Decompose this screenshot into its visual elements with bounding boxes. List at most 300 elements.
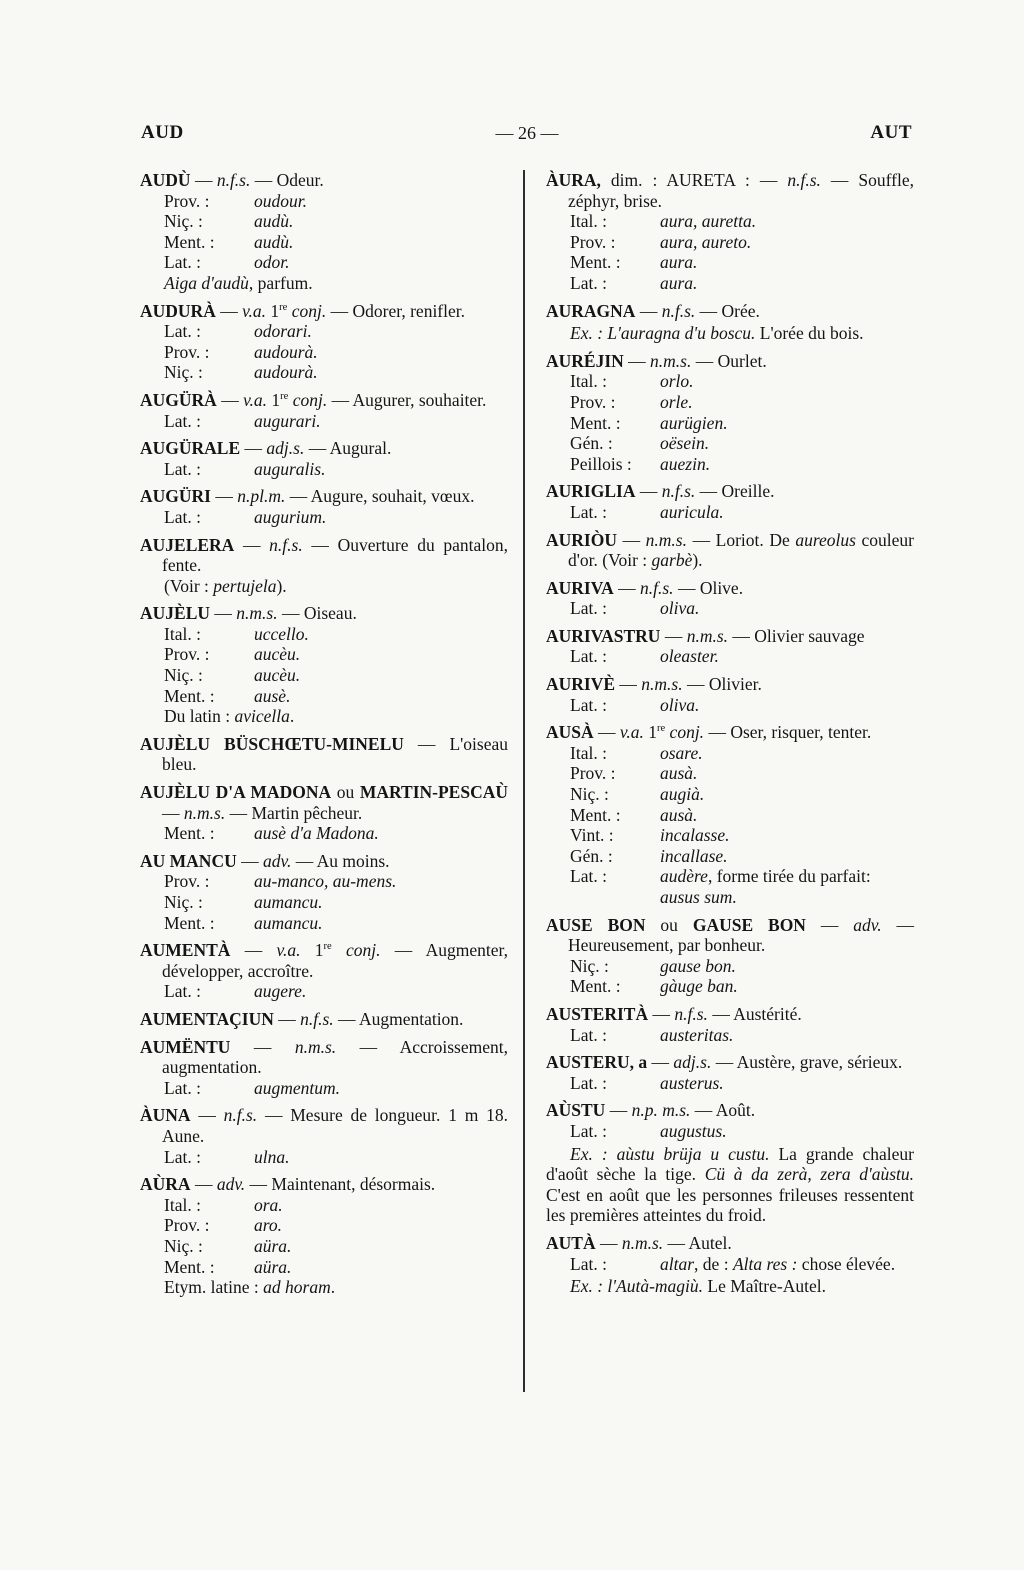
plain-text: — xyxy=(647,1052,674,1073)
dictionary-entry xyxy=(546,530,914,571)
plain-text: — xyxy=(660,625,687,646)
italic-text: altar xyxy=(660,1253,695,1274)
translation-row xyxy=(546,866,914,907)
translation-value xyxy=(254,362,508,383)
translation-value xyxy=(660,743,914,764)
dictionary-entry xyxy=(140,486,508,527)
language-label: Lat. : xyxy=(164,1077,201,1098)
language-label: Lat. : xyxy=(570,1072,607,1093)
italic-text: aura, auretta. xyxy=(660,211,757,232)
dictionary-entry xyxy=(546,1233,914,1297)
headword-text: AUSE BON xyxy=(546,914,646,935)
entry-headline xyxy=(140,170,508,191)
plain-text: L'orée du bois. xyxy=(755,323,864,344)
plain-text: — Augural. xyxy=(304,438,392,459)
plain-text: — xyxy=(273,1008,301,1029)
italic-text: ad horam xyxy=(263,1277,331,1298)
italic-text: aura. xyxy=(660,252,698,273)
language-label: Ment. : xyxy=(570,804,621,825)
translation-value xyxy=(254,342,508,363)
language-label: Prov. : xyxy=(164,644,210,665)
translation-value xyxy=(660,1073,914,1094)
italic-text: n.f.s. xyxy=(787,170,821,190)
dictionary-entry xyxy=(546,722,914,907)
translation-row xyxy=(546,502,914,523)
translation-row xyxy=(546,211,914,232)
plain-text: re xyxy=(280,391,289,403)
language-label: Niç. : xyxy=(570,955,609,976)
headword-text: AURIVÈ xyxy=(546,674,616,695)
column-left xyxy=(140,170,508,1305)
entry-headline xyxy=(140,734,508,775)
headword-text: AUDURÀ xyxy=(140,300,216,321)
language-label: Lat. : xyxy=(570,1024,607,1045)
plain-text: 1 xyxy=(300,940,324,961)
translation-value xyxy=(660,371,914,392)
entry-headline xyxy=(140,1009,508,1030)
entry-headline xyxy=(546,1233,914,1254)
translation-value xyxy=(660,805,914,826)
language-label: Prov. : xyxy=(164,341,210,362)
italic-text: orle. xyxy=(660,391,693,412)
translation-row xyxy=(546,1254,914,1275)
translation-row xyxy=(140,252,508,273)
dictionary-entry xyxy=(140,535,508,597)
italic-text: oleaster. xyxy=(660,646,719,667)
translation-row xyxy=(140,624,508,645)
dictionary-entry xyxy=(140,170,508,294)
running-head xyxy=(0,120,1024,146)
italic-text: conj. xyxy=(345,940,381,961)
language-label: Ment. : xyxy=(164,685,215,706)
plain-text: (Voir : xyxy=(164,575,214,596)
translation-row xyxy=(140,232,508,253)
italic-text: aura. xyxy=(660,272,698,293)
headword-text: AÙRA xyxy=(140,1174,191,1195)
plain-text: — xyxy=(605,1100,632,1121)
entry-headline xyxy=(546,170,914,211)
translation-value xyxy=(254,871,508,892)
dictionary-entry xyxy=(140,603,508,727)
entry-note xyxy=(140,1277,508,1298)
italic-text: adv. xyxy=(853,914,882,935)
italic-text: auricula. xyxy=(660,501,724,522)
plain-text: — xyxy=(595,1232,622,1253)
entry-headline xyxy=(546,351,914,372)
translation-value xyxy=(254,191,508,212)
plain-text: — xyxy=(234,534,270,555)
italic-text: aüra. xyxy=(254,1256,292,1277)
translation-value xyxy=(254,411,508,432)
italic-text: n.f.s. xyxy=(223,1105,258,1126)
italic-text: pertujela xyxy=(213,575,277,596)
translation-value xyxy=(660,273,914,294)
language-label: Ital. : xyxy=(570,742,607,763)
headword-text: AUMENTÀ xyxy=(140,940,231,961)
entry-note xyxy=(140,273,508,294)
translation-row xyxy=(140,686,508,707)
dictionary-entry xyxy=(546,626,914,667)
entry-headline xyxy=(140,851,508,872)
translation-row xyxy=(546,232,914,253)
headword-text: AURÉJIN xyxy=(546,350,624,371)
translation-value xyxy=(660,866,914,907)
headword-text: AUMENTAÇIUN xyxy=(140,1008,274,1029)
italic-text: odorari. xyxy=(254,321,312,342)
plain-text: Etym. latine : xyxy=(164,1277,264,1298)
plain-text: — Augmentation. xyxy=(333,1008,464,1029)
translation-row xyxy=(546,784,914,805)
translation-row xyxy=(140,981,508,1002)
italic-text: oliva. xyxy=(660,694,700,715)
italic-text: audère xyxy=(660,866,708,887)
language-label: Lat. : xyxy=(164,506,201,527)
translation-row xyxy=(140,321,508,342)
italic-text: n.f.s. xyxy=(674,1003,708,1024)
translation-row xyxy=(140,1236,508,1257)
italic-text: oliva. xyxy=(660,598,700,619)
italic-text: n.f.s. xyxy=(661,300,696,321)
plain-text: dim. : AURETA : — xyxy=(600,170,788,190)
headword-text: AURIÒU xyxy=(546,529,617,550)
translation-value xyxy=(660,232,914,253)
headword-text: AURAGNA xyxy=(546,300,636,321)
plain-text: — Martin pêcheur. xyxy=(225,802,363,823)
italic-text: adj.s. xyxy=(266,438,305,459)
headword-text: AU MANCU xyxy=(140,850,237,871)
language-label: Lat. : xyxy=(570,866,607,887)
entry-example xyxy=(546,323,914,344)
italic-text: n.m.s. xyxy=(645,529,687,550)
dictionary-entry xyxy=(546,915,914,997)
translation-value xyxy=(254,1078,508,1099)
plain-text: — xyxy=(623,350,651,371)
column-divider-rule xyxy=(523,170,525,1392)
dictionary-entry xyxy=(546,1004,914,1045)
dictionary-entry xyxy=(140,1037,508,1099)
italic-text: conj. xyxy=(669,722,705,743)
italic-text: v.a. xyxy=(243,389,268,410)
plain-text: re xyxy=(323,941,332,953)
translation-row xyxy=(546,976,914,997)
entry-example xyxy=(546,1144,914,1226)
entry-headline xyxy=(140,1105,508,1146)
italic-text: ausà. xyxy=(660,804,698,825)
language-label: Lat. : xyxy=(164,981,201,1002)
headword-text: AUSTERITÀ xyxy=(546,1003,649,1024)
translation-row xyxy=(140,211,508,232)
dictionary-entry xyxy=(140,1009,508,1030)
italic-text: ausà. xyxy=(660,763,698,784)
translation-row xyxy=(546,371,914,392)
plain-text: — xyxy=(635,300,662,321)
entry-headline xyxy=(140,1174,508,1195)
dictionary-entry xyxy=(546,170,914,294)
plain-text: , forme tirée du parfait: xyxy=(707,866,871,887)
italic-text: ausè d'a Madona. xyxy=(254,823,379,844)
language-label: Gén. : xyxy=(570,845,613,866)
plain-text: — xyxy=(216,389,244,410)
entry-headline xyxy=(546,481,914,502)
entry-headline xyxy=(546,578,914,599)
translation-value xyxy=(254,211,508,232)
entry-note xyxy=(140,576,508,597)
entry-headline xyxy=(546,626,914,647)
italic-text: adv. xyxy=(216,1174,246,1195)
italic-text: v.a. xyxy=(276,940,301,961)
entry-headline xyxy=(140,535,508,576)
italic-text: augià. xyxy=(660,784,705,805)
plain-text: — xyxy=(190,170,217,190)
headword-text: AUDÙ xyxy=(140,170,191,190)
italic-text: n.m.s. xyxy=(236,603,278,624)
language-label: Ment. : xyxy=(570,252,621,273)
plain-text: — Olive. xyxy=(673,577,744,598)
language-label: Lat. : xyxy=(570,1120,607,1141)
translation-row xyxy=(546,454,914,475)
translation-value xyxy=(660,392,914,413)
plain-text: — xyxy=(210,486,238,507)
plain-text: — Maintenant, désormais. xyxy=(245,1174,436,1195)
language-label: Ital. : xyxy=(164,1194,201,1215)
entry-headline xyxy=(140,486,508,507)
translation-value xyxy=(254,892,508,913)
italic-text: n.pl.m. xyxy=(237,486,286,507)
dictionary-entry xyxy=(140,438,508,479)
headword-text: AUGÜRI xyxy=(140,486,211,507)
translation-row xyxy=(546,805,914,826)
language-label: Ment. : xyxy=(164,231,215,252)
entry-headline xyxy=(140,940,508,981)
italic-text: uccello. xyxy=(254,623,309,644)
translation-value xyxy=(660,976,914,997)
italic-text: gause bon. xyxy=(660,955,736,976)
translation-value xyxy=(254,665,508,686)
dictionary-entry xyxy=(140,1174,508,1298)
translation-row xyxy=(140,362,508,383)
plain-text: — Août. xyxy=(690,1100,756,1121)
headword-text: AUSTERU, a xyxy=(546,1052,648,1073)
plain-text: — xyxy=(805,914,854,935)
headword-text: AUJÈLU D'A MADONA xyxy=(140,782,332,803)
italic-text: Ex. : L'auragna d'u boscu. xyxy=(570,323,756,344)
italic-text: v.a. xyxy=(619,722,644,743)
language-label: Lat. : xyxy=(164,1146,201,1167)
italic-text: audourà. xyxy=(254,341,318,362)
italic-text: n.f.s. xyxy=(216,170,251,190)
italic-text: osare. xyxy=(660,742,703,763)
headword-text: ÀUNA xyxy=(140,1105,191,1126)
translation-value xyxy=(660,433,914,454)
translation-row xyxy=(140,644,508,665)
dictionary-entry xyxy=(546,481,914,522)
headword-text: AÙSTU xyxy=(546,1100,606,1121)
plain-text: — Loriot. De xyxy=(686,529,796,550)
plain-text: — Austérité. xyxy=(707,1003,802,1024)
plain-text: — Ouverture du pantalon, fente. xyxy=(162,534,508,576)
translation-row xyxy=(546,1073,914,1094)
plain-text: 1 xyxy=(643,722,657,743)
plain-text: — xyxy=(230,940,277,961)
italic-text: adj.s. xyxy=(673,1052,712,1073)
italic-text: n.f.s. xyxy=(640,577,674,598)
entry-headline xyxy=(140,301,508,322)
dictionary-entry xyxy=(140,940,508,1002)
translation-value xyxy=(660,784,914,805)
translation-row xyxy=(546,763,914,784)
translation-value xyxy=(660,454,914,475)
translation-row xyxy=(140,411,508,432)
guide-word-right: AUT xyxy=(870,122,912,143)
italic-text: austeritas. xyxy=(660,1024,734,1045)
dictionary-entry xyxy=(546,351,914,475)
language-label: Gén. : xyxy=(570,433,613,454)
italic-text: orlo. xyxy=(660,371,694,392)
translation-row xyxy=(546,252,914,273)
translation-row xyxy=(140,459,508,480)
italic-text: n.m.s. xyxy=(650,350,692,371)
italic-text: aumancu. xyxy=(254,912,323,933)
translation-row xyxy=(546,598,914,619)
dictionary-entry xyxy=(546,1100,914,1226)
translation-value xyxy=(660,598,914,619)
translation-row xyxy=(546,956,914,977)
plain-text: — Odeur. xyxy=(250,170,324,190)
language-label: Ment. : xyxy=(164,823,215,844)
entry-headline xyxy=(546,674,914,695)
plain-text: — xyxy=(190,1105,224,1126)
translation-value xyxy=(660,1121,914,1142)
plain-text xyxy=(332,940,346,960)
translation-row xyxy=(140,342,508,363)
language-label: Peillois : xyxy=(570,453,632,474)
language-label: Lat. : xyxy=(570,646,607,667)
plain-text: — xyxy=(648,1003,675,1024)
italic-text: audù. xyxy=(254,211,294,232)
language-label: Prov. : xyxy=(570,231,616,252)
italic-text: n.m.s. xyxy=(686,625,729,646)
translation-row xyxy=(546,646,914,667)
plain-text: — Mesure de longueur. 1 m 18. Aune. xyxy=(162,1105,508,1146)
translation-value xyxy=(660,956,914,977)
translation-row xyxy=(546,695,914,716)
plain-text: — Autel. xyxy=(663,1232,732,1253)
dictionary-entry xyxy=(140,734,508,775)
italic-text: n.m.s. xyxy=(294,1036,337,1057)
plain-text: chose élevée. xyxy=(797,1253,896,1274)
italic-text: auguralis. xyxy=(254,458,326,479)
italic-text: audù. xyxy=(254,231,294,252)
plain-text: C'est en août que les personnes frileuses ressentent les premières atteintes du froid. xyxy=(546,1184,914,1226)
dictionary-entry xyxy=(140,851,508,933)
translation-value xyxy=(660,1254,914,1275)
italic-text: v.a. xyxy=(242,300,267,321)
italic-text: augurari. xyxy=(254,410,321,431)
guide-word-left: AUD xyxy=(141,122,184,143)
translation-row xyxy=(140,823,508,844)
language-label: Ment. : xyxy=(164,912,215,933)
plain-text: 1 xyxy=(267,389,281,410)
italic-text: ulna. xyxy=(254,1146,290,1167)
translation-value xyxy=(254,1195,508,1216)
translation-value xyxy=(254,232,508,253)
italic-text: auezin. xyxy=(660,453,711,474)
language-label: Prov. : xyxy=(164,871,210,892)
translation-row xyxy=(140,1257,508,1278)
translation-row xyxy=(140,1215,508,1236)
italic-text: conj. xyxy=(291,300,327,321)
italic-text: n.m.s. xyxy=(641,674,683,695)
language-label: Niç. : xyxy=(164,665,203,686)
italic-text: aucèu. xyxy=(254,644,301,665)
plain-text: — xyxy=(615,674,642,695)
translation-row xyxy=(546,1025,914,1046)
translation-value xyxy=(254,686,508,707)
column-right xyxy=(546,170,914,1304)
plain-text: ou xyxy=(331,782,360,803)
italic-text: oësein. xyxy=(660,433,710,454)
translation-value xyxy=(660,211,914,232)
translation-row xyxy=(140,1195,508,1216)
headword-text: AUJÈLU BÜSCHŒTU-MINELU xyxy=(140,733,404,754)
italic-text: augurium. xyxy=(254,506,327,527)
translation-value xyxy=(660,763,914,784)
translation-value xyxy=(660,502,914,523)
plain-text: Du latin : xyxy=(164,706,235,727)
italic-text: incalasse. xyxy=(660,825,730,846)
language-label: Lat. : xyxy=(570,501,607,522)
entry-note xyxy=(140,706,508,727)
plain-text: — Oser, risquer, tenter. xyxy=(704,722,872,743)
plain-text: couleur d'or. (Voir : xyxy=(568,529,914,571)
plain-text: ). xyxy=(692,550,703,571)
plain-text: — xyxy=(210,603,237,624)
plain-text: — xyxy=(236,850,263,871)
italic-text: Ex. : l'Autà-magiù. xyxy=(570,1276,704,1297)
language-label: Prov. : xyxy=(570,391,616,412)
plain-text: — L'oiseau bleu. xyxy=(162,733,508,775)
entry-example xyxy=(546,1276,914,1297)
translation-value xyxy=(254,1147,508,1168)
translation-row xyxy=(140,1078,508,1099)
translation-row xyxy=(140,507,508,528)
plain-text: — xyxy=(613,577,640,598)
translation-value xyxy=(254,507,508,528)
italic-text: adv. xyxy=(262,850,292,871)
language-label: Ital. : xyxy=(570,371,607,392)
italic-text: n.f.s. xyxy=(661,481,696,502)
language-label: Vint. : xyxy=(570,825,614,846)
italic-text: au-manco, au-mens. xyxy=(254,871,397,892)
plain-text: — xyxy=(230,1036,295,1057)
dictionary-entry xyxy=(140,782,508,844)
italic-text: aro. xyxy=(254,1215,283,1236)
translation-value xyxy=(254,1236,508,1257)
italic-text: augere. xyxy=(254,981,307,1002)
language-label: Ment. : xyxy=(164,1256,215,1277)
translation-value xyxy=(254,321,508,342)
language-label: Niç. : xyxy=(570,784,609,805)
plain-text: — xyxy=(162,802,184,823)
dictionary-entry xyxy=(546,301,914,344)
plain-text: — Orée. xyxy=(695,300,760,321)
translation-value xyxy=(660,825,914,846)
plain-text: — Augmenter, développer, accroître. xyxy=(162,940,509,981)
italic-text: aurügien. xyxy=(660,412,728,433)
headword-text: ÀURA, xyxy=(546,170,601,190)
language-label: Ital. : xyxy=(570,211,607,232)
plain-text: La grande chaleur d'août sèche la tige. xyxy=(546,1143,914,1185)
